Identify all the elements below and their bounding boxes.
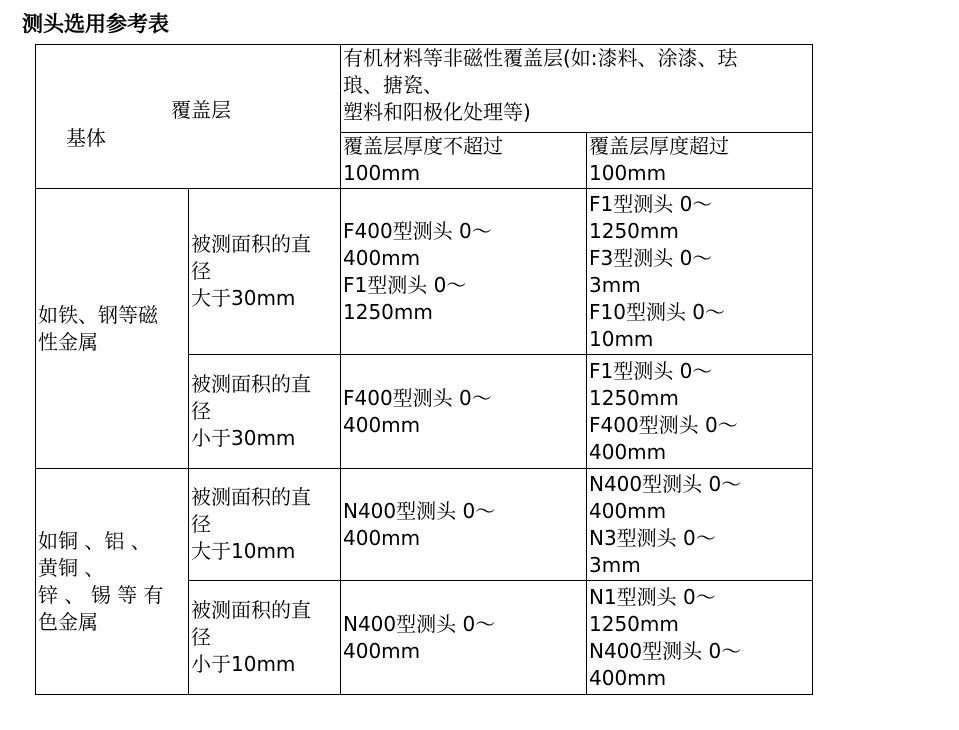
substrate-nonferrous-cell (36, 469, 189, 695)
probe-line: F10型测头 0～ (589, 299, 726, 324)
probe-line: 400mm (343, 525, 421, 550)
condition-line: 大于10mm (191, 539, 296, 563)
coating-layer-label: 覆盖层 (171, 98, 231, 122)
probe-line: F400型测头 0～ (343, 218, 492, 243)
thick-probe-cell (587, 581, 813, 695)
probe-line: 400mm (343, 412, 421, 437)
condition-line: 被测面积的直 (191, 485, 311, 509)
condition-cell (189, 469, 341, 581)
probe-line: N400型测头 0～ (343, 611, 496, 636)
condition-cell (189, 189, 341, 355)
probe-line: N400型测头 0～ (343, 498, 496, 523)
base-line: 性金属 (38, 329, 98, 354)
probe-line: F400型测头 0～ (343, 385, 492, 410)
probe-line: N3型测头 0～ (589, 525, 716, 550)
probe-line: 1250mm (589, 611, 679, 636)
substrate-label: 基体 (66, 126, 106, 150)
probe-line: N400型测头 0～ (589, 638, 742, 663)
condition-line: 被测面积的直 (191, 372, 311, 396)
condition-line: 径 (191, 399, 211, 423)
probe-line: F1型测头 0～ (589, 358, 713, 383)
probe-line: 400mm (589, 439, 667, 464)
probe-line: 400mm (343, 638, 421, 663)
thin-coating-header (341, 133, 587, 189)
probe-line: N1型测头 0～ (589, 584, 716, 609)
condition-cell (189, 581, 341, 695)
header-line: 100mm (343, 161, 421, 185)
corner-header-cell (36, 45, 341, 189)
probe-line: F3型测头 0～ (589, 245, 713, 270)
table-row (36, 189, 813, 355)
condition-line: 小于10mm (191, 652, 296, 676)
table-row (36, 469, 813, 581)
condition-line: 被测面积的直 (191, 232, 311, 256)
header-line: 有机材料等非磁性覆盖层(如:漆料、涂漆、珐 (343, 46, 738, 70)
probe-line: 10mm (589, 326, 654, 351)
base-line: 色金属 (38, 609, 98, 634)
condition-line: 径 (191, 259, 211, 283)
thick-coating-header (587, 133, 813, 189)
probe-line: 3mm (589, 552, 641, 577)
header-line: 覆盖层厚度不超过 (343, 134, 503, 158)
page-title: 测头选用参考表 (22, 12, 169, 36)
condition-line: 径 (191, 512, 211, 536)
base-line: 如铁、钢等磁 (38, 302, 158, 327)
header-line: 塑料和阳极化处理等) (343, 100, 531, 124)
thick-probe-cell (587, 355, 813, 469)
thin-probe-cell (341, 469, 587, 581)
substrate-magnetic-cell (36, 189, 189, 469)
condition-line: 大于30mm (191, 286, 296, 310)
header-line: 琅、搪瓷、 (343, 73, 443, 97)
thick-probe-cell (587, 189, 813, 355)
probe-line: 1250mm (343, 299, 433, 324)
thick-probe-cell (587, 469, 813, 581)
thin-probe-cell (341, 581, 587, 695)
probe-line: 400mm (589, 498, 667, 523)
condition-line: 径 (191, 625, 211, 649)
header-line: 100mm (589, 161, 667, 185)
thin-probe-cell (341, 355, 587, 469)
base-line: 锌 、 锡 等 有 (38, 582, 164, 607)
probe-line: F1型测头 0～ (589, 191, 713, 216)
probe-line: F1型测头 0～ (343, 272, 467, 297)
probe-reference-table (35, 44, 813, 695)
probe-line: F400型测头 0～ (589, 412, 738, 437)
condition-line: 小于30mm (191, 426, 296, 450)
probe-line: 400mm (589, 665, 667, 690)
base-line: 如铜 、铝 、 (38, 528, 151, 553)
thin-probe-cell (341, 189, 587, 355)
coating-type-header (341, 45, 813, 133)
condition-cell (189, 355, 341, 469)
probe-line: 1250mm (589, 218, 679, 243)
probe-line: 1250mm (589, 385, 679, 410)
base-line: 黄铜 、 (38, 555, 105, 580)
probe-line: 400mm (343, 245, 421, 270)
header-row (36, 45, 813, 133)
probe-line: 3mm (589, 272, 641, 297)
header-line: 覆盖层厚度超过 (589, 134, 729, 158)
probe-line: N400型测头 0～ (589, 471, 742, 496)
condition-line: 被测面积的直 (191, 598, 311, 622)
